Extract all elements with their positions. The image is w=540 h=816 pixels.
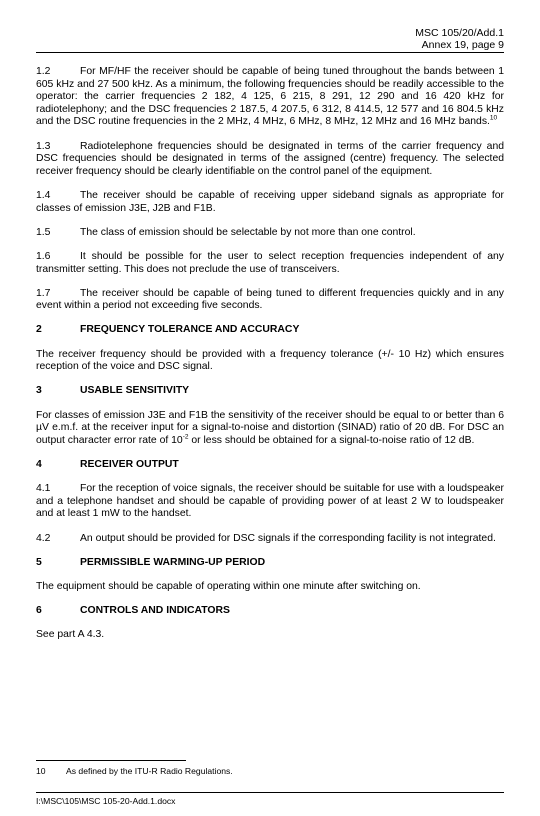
section-number: 3 bbox=[36, 385, 42, 397]
paragraph-text: For MF/HF the receiver should be capable of being tuned throughout the bands between 1 605 kHz and 27 500 kHz. As a minimum, the following frequencies should be readily accessible to the operator: the carrier frequencies 2 182, 4 125, 6 215, 8 291, 12 290 and 16 420 kHz for radiotelephony; and the DSC frequencies 2 187.5, 4 207.5, 6 312, 8 414.5, 12 577 and 16 804.5 kHz and the DSC routine frequencies in the 2 MHz, 4 MHz, 6 MHz, 8 MHz, 12 MHz and 16 MHz bands. bbox=[36, 66, 504, 128]
section-number: 5 bbox=[36, 556, 42, 568]
section-title: CONTROLS AND INDICATORS bbox=[80, 605, 230, 617]
footnote-reference[interactable]: 10 bbox=[489, 114, 498, 122]
paragraph-number: 4.2 bbox=[36, 532, 51, 544]
section-heading-5 bbox=[36, 557, 504, 570]
paragraph-1-2 bbox=[36, 66, 504, 129]
paragraph-text: For the reception of voice signals, the receiver should be suitable for use with a loudspeaker and a telephone handset and should be capable of providing power of at least 2 W to loudspeaker and at least 1 mW to the handset. bbox=[36, 483, 504, 520]
paragraph-number: 1.7 bbox=[36, 287, 51, 299]
file-path-footer: I:\MSC\105\MSC 105-20-Add.1.docx bbox=[36, 796, 176, 806]
paragraph-1-7 bbox=[36, 288, 504, 313]
paragraph-1-4 bbox=[36, 190, 504, 215]
paragraph-text: An output should be provided for DSC signals if the corresponding facility is not integrated. bbox=[80, 532, 496, 544]
paragraph-number: 1.6 bbox=[36, 250, 51, 262]
section-number: 2 bbox=[36, 324, 42, 336]
footnote bbox=[36, 766, 233, 776]
document-id: MSC 105/20/Add.1 bbox=[415, 27, 504, 39]
paragraph-text: See part A 4.3. bbox=[36, 629, 105, 641]
paragraph-5 bbox=[36, 581, 504, 594]
paragraph-4-1 bbox=[36, 483, 504, 521]
section-title: USABLE SENSITIVITY bbox=[80, 385, 190, 397]
footer-rule bbox=[36, 792, 504, 793]
section-heading-6 bbox=[36, 605, 504, 618]
section-title: FREQUENCY TOLERANCE AND ACCURACY bbox=[80, 324, 300, 336]
paragraph-4-2 bbox=[36, 533, 504, 546]
paragraph-text: For classes of emission J3E and F1B the sensitivity of the receiver should be equal to or better than 6 µV e.m.f. at the receiver input for a signal-to-noise and distortion (SINAD) ratio of 20 dB. For DSC an output character error rate of 10 bbox=[36, 409, 504, 446]
paragraph-text: The equipment should be capable of operating within one minute after switching on. bbox=[36, 580, 421, 592]
paragraph-text: The receiver should be capable of being tuned to different frequencies quickly and in any event within a period not exceeding five seconds. bbox=[36, 287, 504, 312]
paragraph-1-6 bbox=[36, 251, 504, 276]
header-rule bbox=[36, 52, 504, 53]
paragraph-1-5 bbox=[36, 227, 504, 240]
paragraph-number: 1.4 bbox=[36, 189, 51, 201]
section-title: RECEIVER OUTPUT bbox=[80, 459, 179, 470]
page-header bbox=[415, 27, 504, 51]
paragraph-text: The receiver frequency should be provided with a frequency tolerance (+/- 10 Hz) which ensures reception of the voice and DSC signal. bbox=[36, 348, 504, 373]
footnote-number: 10 bbox=[36, 766, 46, 776]
section-heading-4 bbox=[36, 459, 504, 472]
paragraph-1-3 bbox=[36, 141, 504, 179]
paragraph-text: Radiotelephone frequencies should be designated in terms of the carrier frequency and DSC frequencies should be designated in terms of the assigned (centre) frequency. The selected receiver frequency should be clearly identifiable on the control panel of the equipment. bbox=[36, 140, 504, 177]
paragraph-3 bbox=[36, 410, 504, 448]
paragraph-text: The class of emission should be selectable by not more than one control. bbox=[80, 226, 416, 238]
paragraph-text: The receiver should be capable of receiving upper sideband signals as appropriate for classes of emission J3E, J2B and F1B. bbox=[36, 189, 504, 214]
footnote-separator bbox=[36, 760, 186, 761]
paragraph-text-continued: or less should be obtained for a signal-to-noise ratio of 12 dB. bbox=[188, 434, 475, 446]
section-number: 6 bbox=[36, 605, 42, 617]
section-heading-3 bbox=[36, 385, 504, 398]
paragraph-text: It should be possible for the user to select reception frequencies independent of any transmitter setting. This does not preclude the use of transceivers. bbox=[36, 250, 504, 275]
paragraph-number: 1.5 bbox=[36, 226, 51, 238]
section-number: 4 bbox=[36, 459, 42, 470]
exponent: -2 bbox=[182, 433, 189, 441]
paragraph-number: 1.3 bbox=[36, 140, 51, 152]
section-title: PERMISSIBLE WARMING-UP PERIOD bbox=[80, 556, 266, 568]
footnote-text: As defined by the ITU-R Radio Regulations. bbox=[66, 766, 233, 776]
page-reference: Annex 19, page 9 bbox=[421, 39, 504, 51]
section-heading-2 bbox=[36, 324, 504, 337]
document-body bbox=[36, 66, 504, 654]
paragraph-number: 4.1 bbox=[36, 483, 51, 495]
paragraph-number: 1.2 bbox=[36, 66, 51, 77]
paragraph-6 bbox=[36, 629, 504, 642]
paragraph-2 bbox=[36, 349, 504, 374]
